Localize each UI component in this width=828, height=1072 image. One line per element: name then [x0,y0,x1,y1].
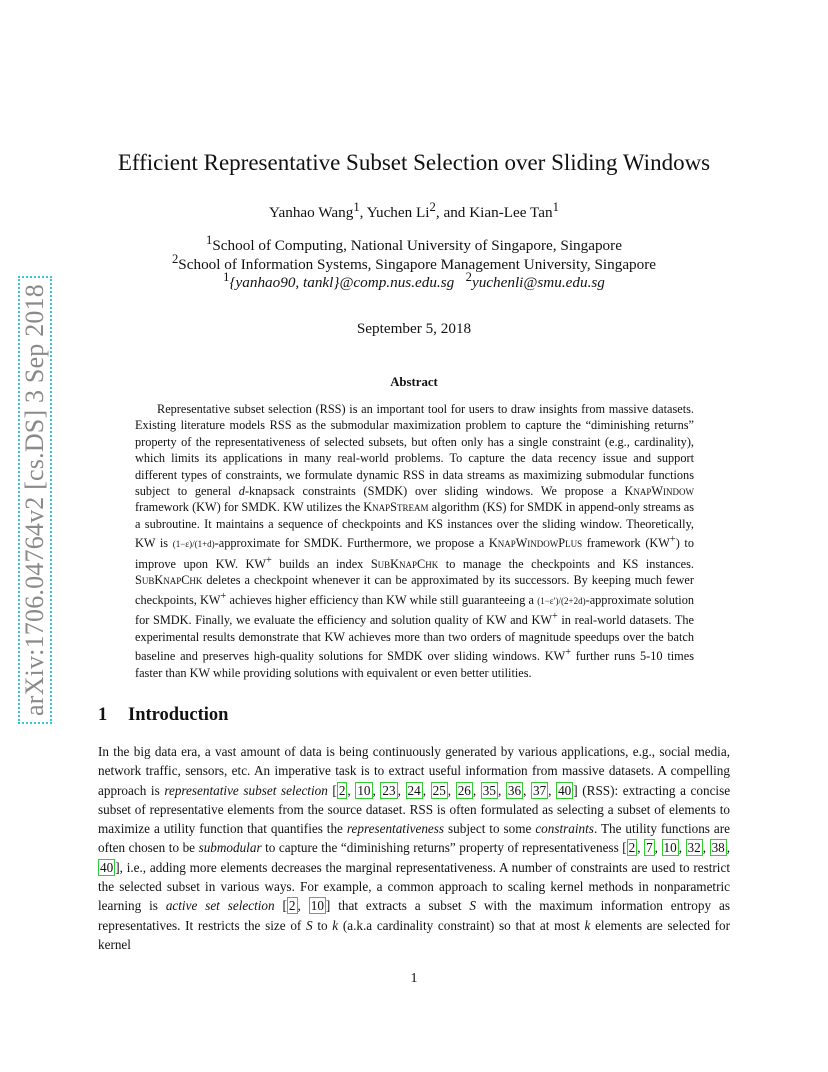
citation-link[interactable]: 2 [288,898,296,914]
affiliation-1: $^1$School of Computing, National University of Singapore, Singapore [206,233,622,255]
page-number: 1 [410,971,418,986]
citation-link[interactable]: 10 [663,840,677,856]
citation-link[interactable]: 26 [457,782,471,798]
arxiv-id[interactable]: arXiv:1706.04764v2 [cs.DS] 3 Sep 2018 [18,276,52,724]
author-name: Kian-Lee Tan [469,204,553,222]
author-list: Yanhao Wang$^1$, Yuchen Li$^2$, and Kian-Lee Tan$^1$ [269,200,559,222]
citation-link[interactable]: 36 [507,782,522,798]
abstract-body: Representative subset selection (RSS) is an important tool for users to draw insights from massive datasets. Existing literature models RSS as the submodular maximization problem to capture the “diminishing returns” property of the representativeness of selected subsets, but often only has a single constraint (e.g., cardinality), which limits its applications in many real-world problems. To capture the data recency issue and support different types of constraints, we formulate dynamic RSS in data streams as maximizing submodular functions subject to general d-knapsack constraints (SMDK) over sliding windows. We propose a KnapWindow framework (KW) for SMDK. KW utilizes the KnapStream algorithm (KS) for SMDK in append-only streams as a subroutine. It maintains a sequence of checkpoints and KS instances over the sliding window. Theoretically, KW is (1−ε)/(1+d)-approximate for SMDK. Furthermore, we propose a KnapWindowPlus framework (KW+) to improve upon KW. KW+ builds an index SubKnapChk to manage the checkpoints and KS instances. SubKnapChk deletes a checkpoint whenever it can be approximated by its successors. By keeping much fewer checkpoints, KW+ achieves higher efficiency than KW while still guaranteeing a (1−ε′)/(2+2d)-approximate solution for SMDK. Finally, we evaluate the efficiency and solution quality of KW and KW+ in real-world datasets. The experimental results demonstrate that KW achieves more than two orders of magnitude speedups over the batch baseline and preserves high-quality solutions for SMDK over sliding windows. KW+ further runs 5-10 times faster than KW while providing solutions with equivalent or even better utilities. [135,402,695,680]
affiliation-2: $^2$School of Information Systems, Singapore Management University, Singapore [171,252,657,274]
section-heading: 1 Introduction [98,705,229,725]
citation-link[interactable]: 10 [357,782,371,798]
introduction-body: In the big data era, a vast amount of data is being continuously generated by various applications, e.g., social media, network traffic, sensors, etc. An imperative task is to extract useful information from massive datasets. A compelling approach is representative subset selection [ 2 , 10 , 23 , 24 , 25 , 26 , 35 , 36 , 37 , 40 ] (RSS): extracting a concise subset of representative elements from the source dataset. RSS is often formulated as selecting a subset of elements to maximize a utility function that quantifies the representativeness subject to some constraints. The utility functions are often chosen to be submodular to capture the “diminishing returns” property of representativeness [ 2 , 7 , 10 , 32 , 38 , 40 ], i.e., adding more elements decreases the marginal representativeness. A number of constraints are used to restrict the selected subset in various ways. For example, a common approach to scaling kernel methods in nonparametric learning is active set selection [ 2 , 10 ] that extracts a subset S with the maximum information entropy as representatives. It restricts the size of S to k (a.k.a cardinality constraint) so that at most k elements are selected for kernel [98,744,731,952]
citation-link[interactable]: 25 [432,782,446,798]
citation-link[interactable]: 2 [338,782,346,798]
citation-link[interactable]: 35 [482,782,496,798]
citation-link[interactable]: 38 [711,840,725,856]
email-1: {yanhao90, tankl}@comp.nus.edu.sg [229,274,455,292]
citation-link[interactable]: 10 [310,898,324,914]
citation-link[interactable]: 40 [100,859,114,875]
citation-link[interactable]: 40 [558,782,572,798]
citation-link[interactable]: 32 [687,840,701,856]
author-name: Yanhao Wang [269,204,354,222]
email-2: yuchenli@smu.edu.sg [471,274,605,292]
author-emails: $^1${yanhao90, tankl}@comp.nus.edu.sg $^2$yuchenli@smu.edu.sg [223,270,605,292]
author-name: Yuchen Li [366,204,430,222]
citation-link[interactable]: 23 [382,782,396,798]
citation-link[interactable]: 24 [407,782,421,798]
citation-link[interactable]: 37 [532,782,547,798]
paper-date: September 5, 2018 [356,320,472,337]
paper-title: Efficient Representative Subset Selection over Sliding Windows [117,150,711,175]
citation-link[interactable]: 2 [628,840,636,856]
abstract-heading: Abstract [390,375,438,389]
citation-link[interactable]: 7 [646,840,653,856]
